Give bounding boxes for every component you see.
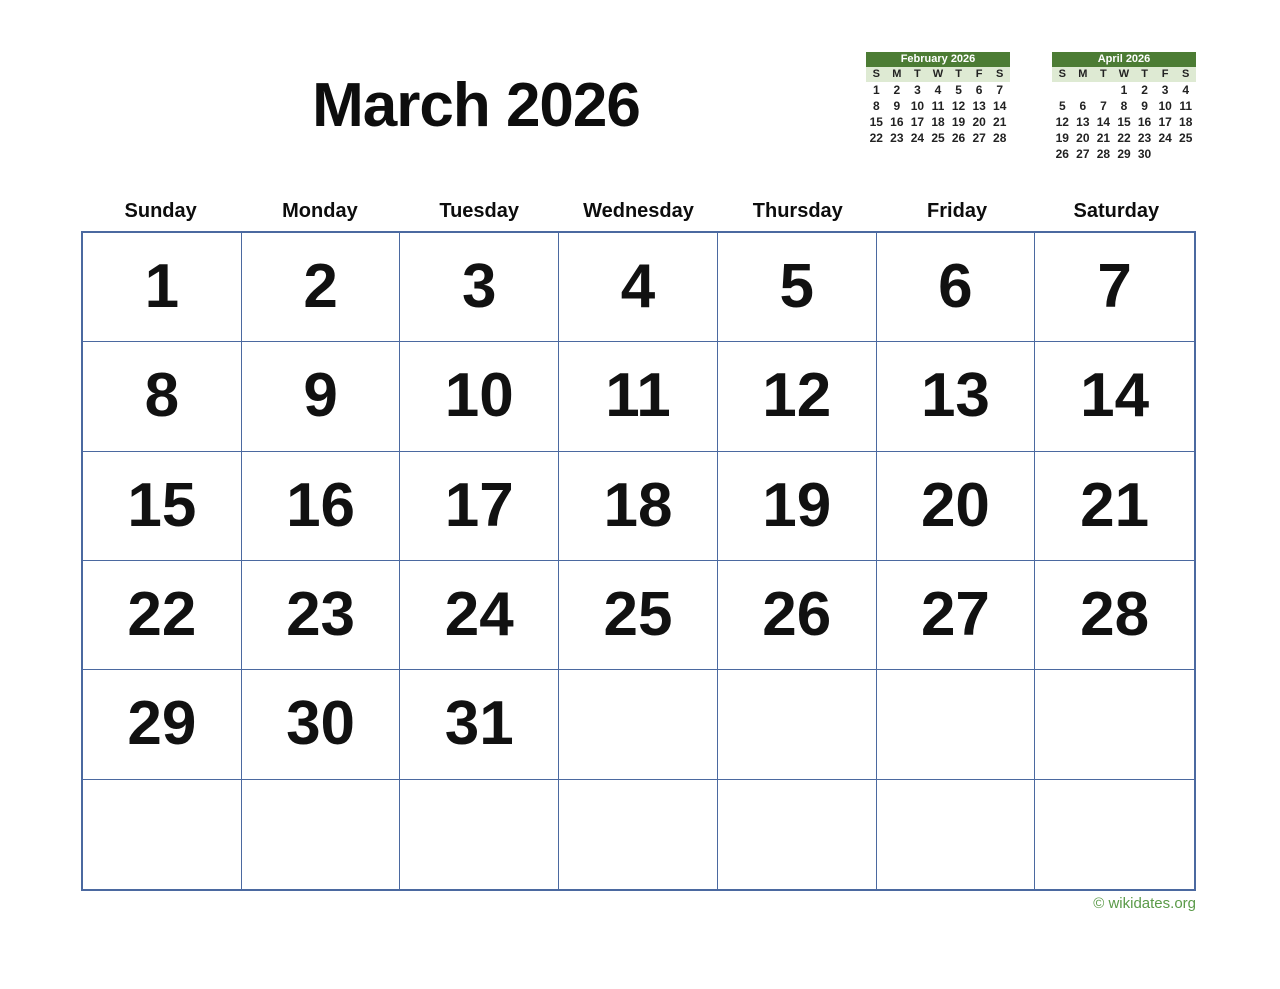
mini-date-cell: 8: [872, 99, 880, 113]
mini-date-cell: 22: [1117, 131, 1131, 145]
mini-date-cell: 3: [1161, 83, 1169, 97]
day-cell: [559, 452, 718, 561]
day-cell: [242, 452, 401, 561]
day-cell: [559, 561, 718, 670]
day-cell: [718, 233, 877, 342]
mini-day-header: W: [932, 68, 944, 80]
mini-date-cell: 11: [931, 99, 945, 113]
mini-date-cell: 19: [1055, 131, 1069, 145]
mini-date-cell: [1052, 82, 1073, 98]
mini-date-cell: 19: [951, 115, 966, 129]
day-cell: [1035, 561, 1194, 670]
mini-date-cell: 9: [1141, 99, 1148, 113]
day-number: 30: [286, 689, 356, 759]
day-cell: [877, 342, 1036, 451]
weekday-label: Friday: [927, 200, 988, 222]
day-cell: [877, 561, 1036, 670]
mini-date-cell: 23: [1137, 131, 1152, 145]
mini-date-cell: 25: [1179, 131, 1193, 145]
mini-day-header: T: [914, 68, 921, 80]
mini-date-cell: 21: [993, 115, 1007, 129]
day-cell: [1035, 780, 1194, 889]
weekday-label: Wednesday: [583, 200, 694, 222]
mini-date-cell: 18: [1179, 115, 1193, 129]
mini-calendars: [866, 52, 1196, 162]
mini-day-header: T: [1100, 68, 1107, 80]
mini-date-cell: 25: [931, 131, 945, 145]
day-cell: [877, 233, 1036, 342]
mini-date-cell: [1093, 82, 1114, 98]
mini-day-header: F: [975, 68, 983, 80]
mini-date-cell: 28: [993, 131, 1007, 145]
mini-day-header: F: [1161, 68, 1169, 80]
mini-day-header: T: [955, 68, 962, 80]
mini-day-header: S: [1182, 68, 1190, 80]
mini-date-cell: 15: [1117, 115, 1131, 129]
mini-day-header-row: [1052, 67, 1196, 82]
day-cell: [1035, 233, 1194, 342]
day-number: 29: [127, 689, 197, 759]
mini-calendar-title: April 2026: [1052, 52, 1196, 67]
mini-date-cell: 9: [893, 99, 901, 113]
day-cell: [400, 452, 559, 561]
day-number: 7: [1097, 252, 1132, 322]
mini-date-cell: 13: [972, 99, 986, 113]
day-number: 14: [1080, 361, 1150, 431]
day-number: 22: [127, 580, 197, 650]
day-number: 3: [462, 252, 497, 322]
mini-date-cell: 1: [1120, 83, 1128, 97]
day-number: 19: [762, 470, 832, 540]
day-cell: [83, 561, 242, 670]
mini-date-cell: 17: [1158, 115, 1172, 129]
day-number: 12: [762, 361, 832, 431]
day-number: 4: [620, 252, 656, 322]
mini-date-cell: 27: [972, 131, 986, 145]
day-cell: [83, 780, 242, 889]
mini-date-cell: 26: [1055, 147, 1069, 161]
day-number: 18: [603, 470, 673, 540]
day-number: 24: [444, 580, 514, 650]
day-cell: [242, 342, 401, 451]
day-cell: [400, 780, 559, 889]
mini-date-cell: 20: [972, 115, 986, 129]
mini-day-header: M: [1078, 68, 1088, 80]
mini-date-cell: 22: [869, 131, 883, 145]
day-number: 15: [127, 470, 197, 540]
day-number: 31: [444, 689, 514, 759]
day-cell: [718, 780, 877, 889]
mini-day-header: S: [996, 68, 1004, 80]
mini-date-cell: 4: [934, 83, 942, 97]
weekday-label: Sunday: [124, 200, 197, 222]
day-cell: [83, 233, 242, 342]
mini-date-cell: 5: [1058, 99, 1066, 113]
mini-date-cell: 10: [1158, 99, 1172, 113]
mini-date-cell: 6: [975, 83, 983, 97]
day-cell: [718, 342, 877, 451]
day-cell: [877, 452, 1036, 561]
mini-date-cell: 28: [1096, 147, 1111, 161]
day-cell: [1035, 452, 1194, 561]
day-cell: [877, 670, 1036, 779]
mini-date-cell: 16: [890, 115, 904, 129]
mini-date-cell: 12: [951, 99, 966, 113]
mini-date-cell: 17: [910, 115, 925, 129]
mini-day-header: S: [1058, 68, 1066, 80]
day-number: 13: [920, 361, 990, 431]
mini-date-cell: 3: [914, 83, 921, 97]
mini-date-cell: 16: [1137, 115, 1152, 129]
day-number: 26: [762, 580, 832, 650]
calendar-grid: [81, 231, 1196, 891]
day-cell: [83, 342, 242, 451]
day-cell: [400, 561, 559, 670]
day-number: 27: [920, 580, 990, 650]
mini-date-cell: 20: [1076, 131, 1090, 145]
mini-day-header: M: [892, 68, 902, 80]
mini-calendar-april: [1052, 52, 1196, 162]
mini-date-cell: 6: [1079, 99, 1087, 113]
mini-day-header-row: [866, 67, 1010, 82]
day-cell: [400, 342, 559, 451]
day-cell: [242, 780, 401, 889]
mini-date-cell: 2: [1141, 83, 1148, 97]
mini-date-cell: 24: [1158, 131, 1172, 145]
day-cell: [83, 452, 242, 561]
mini-date-cell: 4: [1182, 83, 1190, 97]
day-cell: [1035, 670, 1194, 779]
day-cell: [559, 780, 718, 889]
mini-date-cell: 10: [910, 99, 925, 113]
day-number: 23: [286, 580, 356, 650]
mini-date-cell: 24: [910, 131, 925, 145]
weekday-label: Saturday: [1073, 200, 1160, 222]
mini-day-header: T: [1141, 68, 1148, 80]
mini-date-grid: [1052, 82, 1196, 162]
mini-date-cell: 26: [951, 131, 966, 145]
mini-date-cell: 27: [1076, 147, 1090, 161]
weekday-label: Tuesday: [439, 200, 520, 222]
mini-date-cell: 21: [1096, 131, 1111, 145]
day-number: 10: [444, 361, 514, 431]
weekday-label: Monday: [282, 200, 358, 222]
mini-date-cell: [1155, 146, 1176, 162]
day-number: 17: [444, 470, 514, 540]
mini-date-cell: 13: [1076, 115, 1090, 129]
mini-date-cell: 14: [1096, 115, 1111, 129]
day-cell: [718, 452, 877, 561]
day-cell: [83, 670, 242, 779]
mini-date-cell: 14: [993, 99, 1007, 113]
day-number: 8: [144, 361, 180, 431]
day-number: 1: [144, 252, 180, 322]
day-cell: [559, 670, 718, 779]
mini-date-cell: 7: [996, 83, 1004, 97]
day-number: 9: [303, 361, 338, 431]
day-number: 11: [605, 361, 671, 431]
day-cell: [242, 233, 401, 342]
copyright: © wikidates.org: [1093, 895, 1196, 912]
mini-day-header: S: [872, 68, 880, 80]
day-number: 5: [779, 252, 814, 322]
weekday-header-row: [81, 200, 1196, 223]
mini-date-cell: 8: [1120, 99, 1128, 113]
mini-date-cell: 23: [890, 131, 904, 145]
day-cell: [718, 670, 877, 779]
mini-day-header: W: [1118, 68, 1130, 80]
mini-date-cell: 18: [931, 115, 945, 129]
mini-date-cell: [1175, 146, 1196, 162]
day-number: 28: [1080, 580, 1150, 650]
mini-date-cell: 5: [955, 83, 962, 97]
weekday-label: Thursday: [752, 200, 843, 222]
day-number: 21: [1080, 470, 1150, 540]
day-number: 25: [603, 580, 673, 650]
mini-date-cell: 30: [1137, 147, 1152, 161]
day-cell: [1035, 342, 1194, 451]
day-number: 6: [938, 252, 973, 322]
mini-date-cell: 15: [869, 115, 883, 129]
day-cell: [559, 342, 718, 451]
day-number: 20: [920, 470, 990, 540]
mini-calendar-title: February 2026: [866, 52, 1010, 67]
day-cell: [242, 561, 401, 670]
mini-date-cell: 12: [1055, 115, 1069, 129]
day-number: 16: [286, 470, 356, 540]
mini-date-cell: [1073, 82, 1094, 98]
mini-date-cell: 29: [1117, 147, 1131, 161]
mini-date-cell: 2: [893, 83, 901, 97]
day-cell: [718, 561, 877, 670]
day-cell: [400, 670, 559, 779]
day-cell: [559, 233, 718, 342]
mini-calendar-february: [866, 52, 1010, 162]
day-cell: [400, 233, 559, 342]
day-cell: [242, 670, 401, 779]
mini-date-cell: 7: [1100, 99, 1107, 113]
day-cell: [877, 780, 1036, 889]
mini-date-cell: 11: [1179, 99, 1193, 113]
mini-date-grid: [866, 82, 1010, 146]
page-title: March 2026: [312, 71, 640, 140]
mini-date-cell: 1: [872, 83, 880, 97]
day-number: 2: [303, 252, 338, 322]
